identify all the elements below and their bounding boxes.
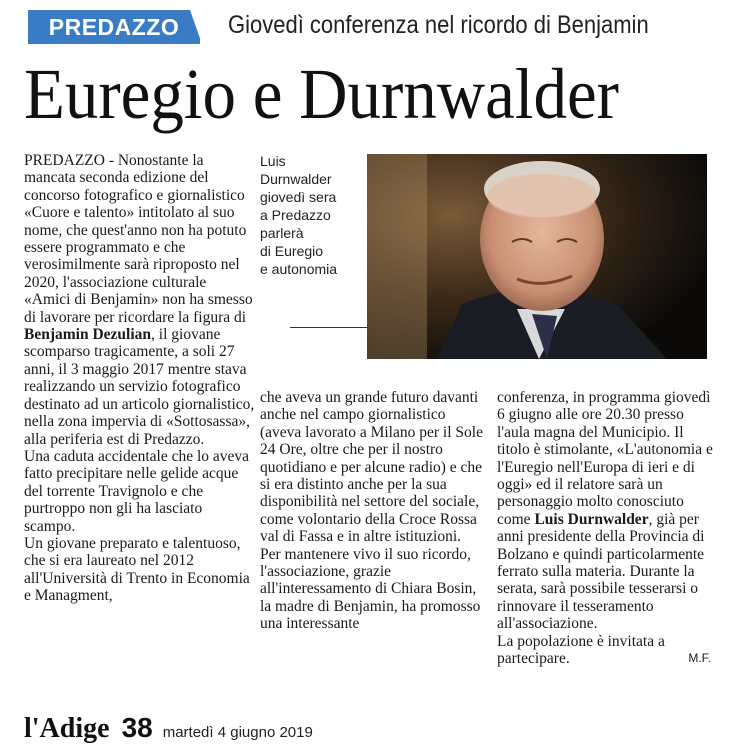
newspaper-brand: l'Adige (24, 713, 110, 744)
article-column-1 (24, 152, 256, 605)
page-footer (24, 712, 313, 746)
caption-line: e autonomia (260, 261, 338, 277)
section-tag-cut (190, 10, 202, 44)
portrait-photo (367, 154, 707, 359)
portrait-illustration (367, 154, 707, 359)
caption-line: Luis (260, 153, 286, 169)
article-text: La popolazione è invitata a partecipare. (497, 632, 665, 668)
article-paragraph (497, 389, 715, 633)
section-tag: PREDAZZO (28, 10, 200, 44)
article-text: , il giovane scomparso tragicamente, a soli 27 anni, il 3 maggio 2017 mentre stava realizzando un servizio fotografico destinato ad un articolo giornalistico, nella zona impervia di «Sottosassa», alla periferia est di Predazzo. (24, 326, 255, 448)
caption-line: Durnwalder (260, 171, 332, 187)
person-name: Luis Durnwalder (534, 510, 649, 528)
photo-caption (260, 152, 360, 278)
article-column-2 (260, 389, 485, 633)
caption-line: a Predazzo (260, 207, 331, 223)
caption-line: di Euregio (260, 243, 324, 259)
article-column-3 (497, 389, 715, 668)
person-name: Benjamin Dezulian (24, 326, 152, 344)
caption-line: parlerà (260, 225, 304, 241)
article-paragraph (24, 152, 256, 448)
issue-date: martedì 4 giugno 2019 (162, 724, 313, 741)
article-paragraph (497, 633, 715, 668)
page-number: 38 (121, 712, 153, 743)
article-paragraph: Una caduta accidentale che lo aveva fatto precipitare nelle gelide acque del torrente Travignolo e che purtroppo non gli ha lasciato scampo. (24, 447, 250, 535)
caption-line: giovedì sera (260, 189, 337, 205)
article-text: PREDAZZO - Nonostante la mancata seconda edizione del concorso fotografico e giornalistico «Cuore e talento» intitolato al suo nome, che quest'anno non ha potuto essere programmato e che verosimilmente sarà riproposto nel 2020, l'associazione culturale «Amici di Benjamin» non ha smesso di lavorare per ricordare la figura di (24, 152, 253, 326)
article-paragraph: che aveva un grande futuro davanti anche nel campo giornalistico (aveva lavorato a Milano per il Sole 24 Ore, oltre che per il nostro quotidiano e per alcune radio) e che si era distinto anche per la sua disponibilità nel settore del sociale, come volontario della Croce Rossa val di Fassa e in altre istituzioni. Per mantenere vivo il suo ricordo, l'associazione, grazie all'interessamento di Chiara Bosin, la madre di Benjamin, ha promosso una interessante (260, 389, 483, 633)
headline: Euregio e Durnwalder (24, 54, 619, 134)
article-paragraph: Un giovane preparato e talentuoso, che si era laureato nel 2012 all'Università di Trento in Economia e Managment, (24, 534, 250, 605)
article-text: conferenza, in programma giovedì 6 giugno alle ore 20.30 presso l'aula magna del Municipio. Il titolo è stimolante, «L'autonomia e l'Euregio nell'Europa di ieri e di oggi» ed il relatore sarà un personaggio molto conosciuto come (497, 389, 713, 528)
article-text: , già per anni presidente della Provincia di Bolzano e quindi particolarmente ferrato sulla materia. Durante la serata, sarà possibile tesserarsi o rinnovare il tesseramento all'associazione. (497, 510, 705, 633)
subheadline: Giovedì conferenza nel ricordo di Benjamin (228, 11, 649, 39)
author-signature: M.F. (688, 651, 711, 666)
